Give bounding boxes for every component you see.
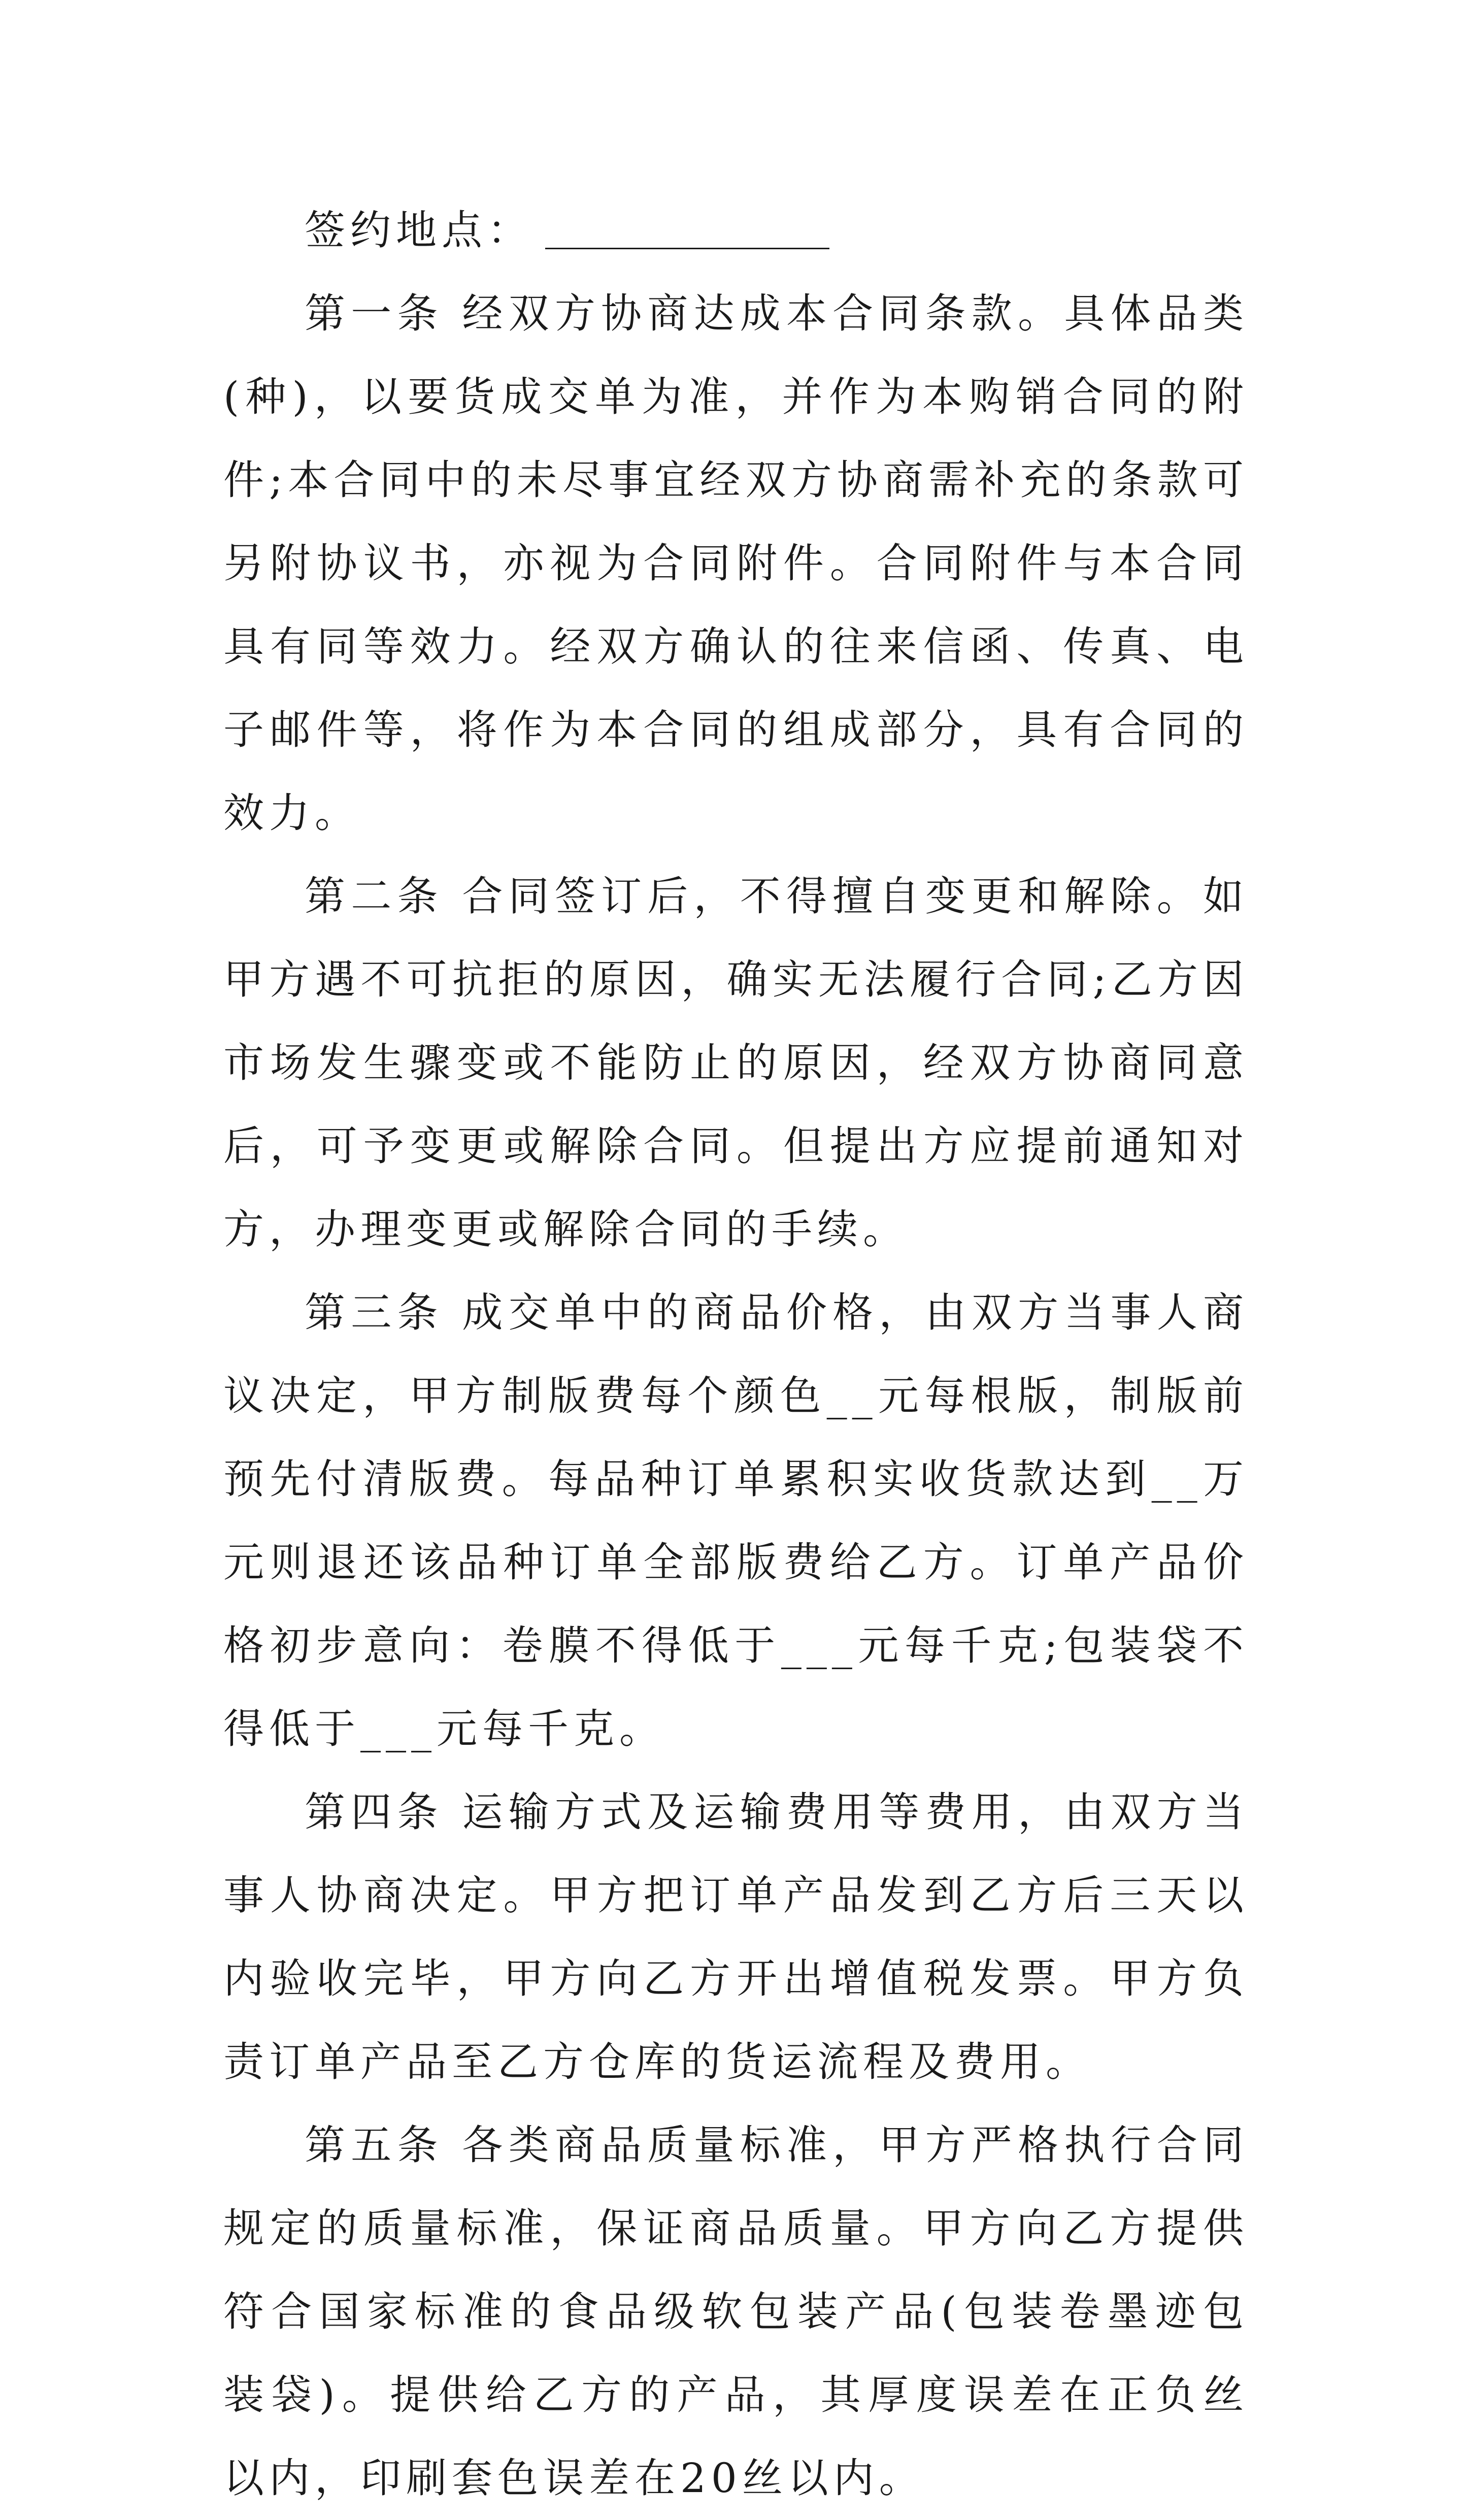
article-2-heading: 第二条 [305,873,444,920]
signing-place-line [223,189,1249,272]
article-2-text: 合同签订后，不得擅自变更和解除。如甲方遇不可抗拒的原因，确实无法履行合同;乙方因市场发生骤变或不能防止的原因，经双方协商同意后，可予变更或解除合同。但提出方应提前通知对方，办理变更或解除合同的手续。 [223,873,1249,1253]
article-4 [223,1771,1249,2104]
article-4-text: 运输方式及运输费用等费用，由双方当事人协商决定。甲方把订单产品发到乙方后三天以内验收完毕，甲方向乙方开出增值税发票。甲方负责订单产品至乙方仓库的货运流程及费用。 [223,1788,1249,2085]
article-2 [223,855,1249,1271]
contract-body [223,189,1249,2520]
article-1-heading: 第一条 [305,290,444,337]
article-5 [223,2104,1249,2520]
article-1 [223,272,1249,855]
article-1-text: 经双方协商达成本合同条款。具体品类(种)，以要货成交单为准，并作为本购销合同的附件;本合同中的未尽事宜经双方协商需补充的条款可另附协议书，亦视为合同附件。合同附件与本合同具有同等效力。经双方确认的往来信函、传真、电子邮件等，将作为本合同的组成部分，具有合同的效力。 [223,290,1249,837]
signing-place-blank [545,247,829,249]
article-3 [223,1271,1249,1771]
article-5-text: 各类商品质量标准，甲方严格执行合同规定的质量标准，保证商品质量。甲方向乙方提供符合国家标准的食品级软包装产品(包装卷墨迹包装袋)。提供给乙方的产品，其厚度误差在正负丝以内，印刷套色误差在20丝以内。 [223,2121,1249,2502]
signing-place-label: 签约地点： [305,207,533,254]
article-5-heading: 第五条 [305,2121,444,2169]
article-3-heading: 第三条 [305,1289,444,1336]
article-4-heading: 第四条 [305,1788,444,1836]
article-3-text: 成交单中的商品价格，由双方当事人商议决定，甲方制版费每个颜色__元每根版，制版前预先付清版费。每品种订单累积实收货款达到__万元则退还该品种订单全部版费给乙方。订单产品价格初步意向：卷膜不得低于___元每千克;包装袋不得低于___元每千克。 [223,1289,1249,1752]
